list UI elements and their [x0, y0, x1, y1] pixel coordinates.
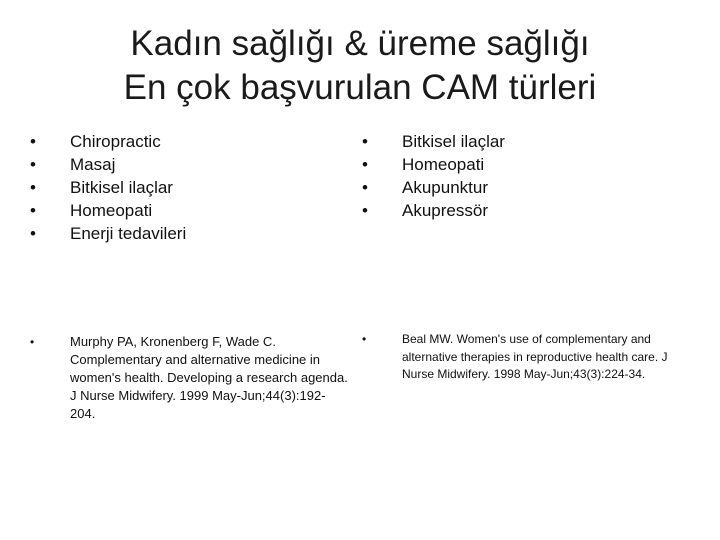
list-item-label: Akupressör	[402, 201, 488, 220]
bullet-icon: •	[30, 155, 36, 174]
slide-title	[0, 22, 720, 110]
list-item-label: Bitkisel ilaçlar	[70, 178, 173, 197]
left-reference-list	[30, 333, 350, 423]
title-line-2: En çok başvurulan CAM türleri	[123, 68, 597, 107]
list-item	[30, 199, 350, 222]
reference-item	[30, 333, 350, 423]
list-item-label: Enerji tedavileri	[70, 224, 187, 243]
list-item-label: Chiropractic	[70, 132, 161, 151]
left-cam-list	[30, 130, 350, 245]
bullet-icon: •	[362, 178, 368, 197]
bullet-icon: •	[362, 155, 368, 174]
reference-text: Murphy PA, Kronenberg F, Wade C. Complementary and alternative medicine in women's health. Developing a research agenda. J Nurse Midwifery. 1999 May-Jun;44(3):192-204.	[70, 334, 348, 421]
list-item-label: Akupunktur	[402, 178, 488, 197]
list-item	[362, 176, 692, 199]
list-item	[30, 153, 350, 176]
list-item	[30, 176, 350, 199]
right-cam-list	[362, 130, 692, 222]
list-item	[362, 130, 692, 153]
list-item-label: Homeopati	[70, 201, 153, 220]
bullet-icon: •	[30, 178, 36, 197]
right-reference-list	[362, 331, 672, 384]
list-item-label: Homeopati	[402, 155, 485, 174]
bullet-icon: •	[30, 335, 35, 349]
bullet-icon: •	[362, 332, 367, 346]
list-item	[362, 199, 692, 222]
bullet-icon: •	[30, 224, 36, 243]
list-item-label: Masaj	[70, 155, 116, 174]
list-item	[30, 130, 350, 153]
bullet-icon: •	[362, 201, 368, 220]
reference-item	[362, 331, 672, 384]
list-item	[362, 153, 692, 176]
title-line-1: Kadın sağlığı & üreme sağlığı	[130, 24, 590, 63]
bullet-icon: •	[30, 201, 36, 220]
list-item	[30, 222, 350, 245]
list-item-label: Bitkisel ilaçlar	[402, 132, 505, 151]
bullet-icon: •	[362, 132, 368, 151]
bullet-icon: •	[30, 132, 36, 151]
reference-text: Beal MW. Women's use of complementary and alternative therapies in reproductive health care. J Nurse Midwifery. 1998 May-Jun;43(3):224-34.	[402, 332, 668, 381]
